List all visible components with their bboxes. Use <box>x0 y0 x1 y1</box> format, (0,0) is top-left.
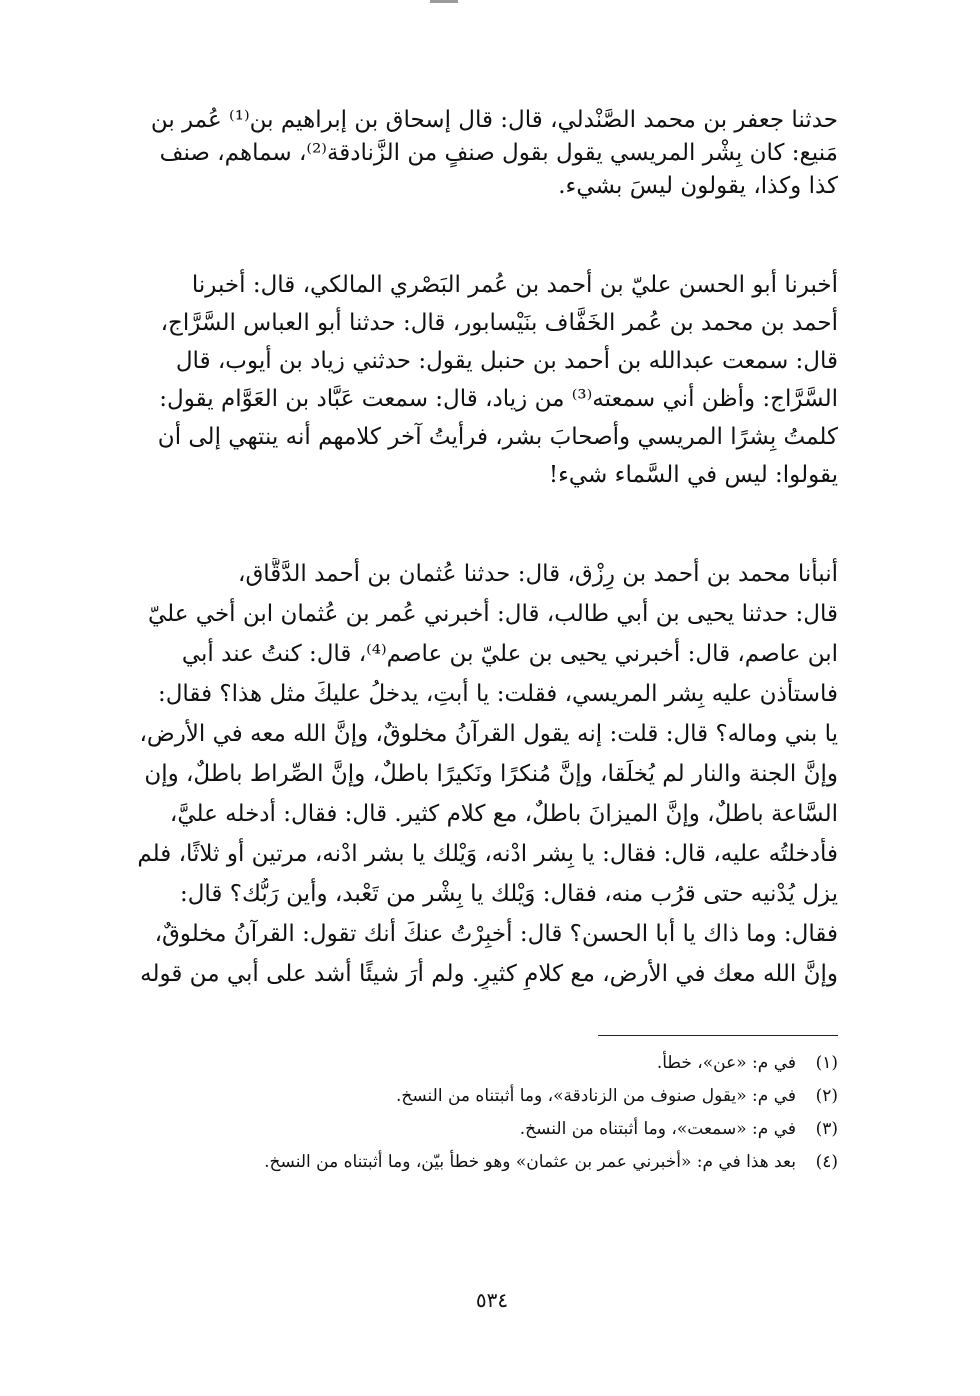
footnote <box>150 1151 838 1173</box>
text-line: السَّاعة باطلٌ، وإنَّ الميزانَ باطلٌ، مع كلام كثير. قال: فقال: أدخله عليَّ، <box>169 801 838 827</box>
footnote-number: (٤) <box>815 1152 838 1172</box>
text-line: أحمد بن محمد بن عُمر الخَفَّاف بنَيْسابور، قال: حدثنا أبو العباس السَّرَّاج، <box>160 310 838 336</box>
paragraph-3 <box>128 558 838 998</box>
text-line: السَّرَّاج: وأظن أني سمعته⁽³⁾ من زياد، قال: سمعت عَبَّاد بن العَوَّام يقول: <box>159 386 838 412</box>
paragraph-2 <box>128 269 838 497</box>
text-line: فقال: وما ذاك يا أبا الحسن؟ قال: أُخبِرْتُ عنكَ أنك تقول: القرآنُ مخلوقٌ، <box>154 921 838 947</box>
text-line: ابن عاصم، قال: أخبرني يحيى بن عليّ بن عاصم⁽⁴⁾، قال: كنتُ عند أبي <box>181 641 838 667</box>
page-number: ٥٣٤ <box>475 1288 509 1312</box>
text-line: كلمتُ بِشرًا المريسي وأصحابَ بشر، فرأيتُ آخر كلامهم أنه ينتهي إلى أن <box>157 424 838 450</box>
text-line: أخبرنا أبو الحسن عليّ بن أحمد بن عُمر البَصْري المالكي، قال: أخبرنا <box>191 272 838 298</box>
footnote <box>150 1052 838 1074</box>
footnote-number: (٣) <box>815 1119 838 1139</box>
footnote-text: في م: «عن»، خطأ. <box>656 1053 796 1073</box>
text-line: وإنَّ الجنة والنار لم يُخلَقا، وإنَّ مُنكرًا ونَكيرًا باطلٌ، وإنَّ الصِّراط باطلٌ، وإن <box>144 761 838 787</box>
text-line: فأدخلتُه عليه، قال: فقال: يا بِشر ادْنه، وَيْلك يا بشر ادْنه، مرتين أو ثلاثًا، فلم <box>137 841 838 867</box>
text-line: قال: سمعت عبدالله بن أحمد بن حنبل يقول: حدثني زياد بن أيوب، قال <box>175 348 838 374</box>
text-line: يقولوا: ليس في السَّماء شيء! <box>548 462 838 488</box>
footnote-text: بعد هذا في م: «أخبرني عمر بن عثمان» وهو خطأ بيّن، وما أثبتناه من النسخ. <box>264 1152 796 1172</box>
text-line: يا بني وماله؟ قال: قلت: إنه يقول القرآنُ مخلوقٌ، وإنَّ الله معه في الأرض، <box>139 721 838 747</box>
scan-mark-top <box>430 0 458 3</box>
text-line: وإنَّ الله معك في الأرض، مع كلامٍ كثيرٍ. ولم أرَ شيئًا أشد على أبي من قوله <box>140 961 838 987</box>
footnote-text: في م: «سمعت»، وما أثبتناه من النسخ. <box>519 1119 796 1139</box>
text-line: فاستأذن عليه بِشر المريسي، فقلت: يا أبتِ، يدخلُ عليكَ مثل هذا؟ فقال: <box>157 681 838 707</box>
paragraph-1 <box>128 104 838 203</box>
footnotes <box>150 1052 838 1184</box>
footnote-number: (١) <box>815 1053 838 1073</box>
text-line: كذا وكذا، يقولون ليسَ بشيء. <box>558 173 838 199</box>
footnote-text: في م: «يقول صنوف من الزنادقة»، وما أثبتناه من النسخ. <box>395 1086 796 1106</box>
footnote-number: (٢) <box>815 1086 838 1106</box>
footnote <box>150 1118 838 1140</box>
footnote-divider <box>598 1035 838 1036</box>
footnote <box>150 1085 838 1107</box>
text-line: حدثنا جعفر بن محمد الصَّنْدلي، قال: قال إسحاق بن إبراهيم بن⁽¹⁾ عُمر بن <box>150 107 838 133</box>
text-line: أنبأنا محمد بن أحمد بن رِزْق، قال: حدثنا عُثمان بن أحمد الدَّقَّاق، <box>238 561 838 587</box>
text-line: مَنيع: كان بِشْر المريسي يقول بقول صنفٍ من الزَّنادقة⁽²⁾، سماهم، صنف <box>159 140 838 166</box>
text-line: قال: حدثنا يحيى بن أبي طالب، قال: أخبرني عُمر بن عُثمان ابن أخي عليّ <box>147 601 838 627</box>
text-line: يزل يُدْنيه حتى قرُب منه، فقال: وَيْلك يا بِشْر من تَعْبد، وأين رَبُّك؟ قال: <box>179 881 838 907</box>
